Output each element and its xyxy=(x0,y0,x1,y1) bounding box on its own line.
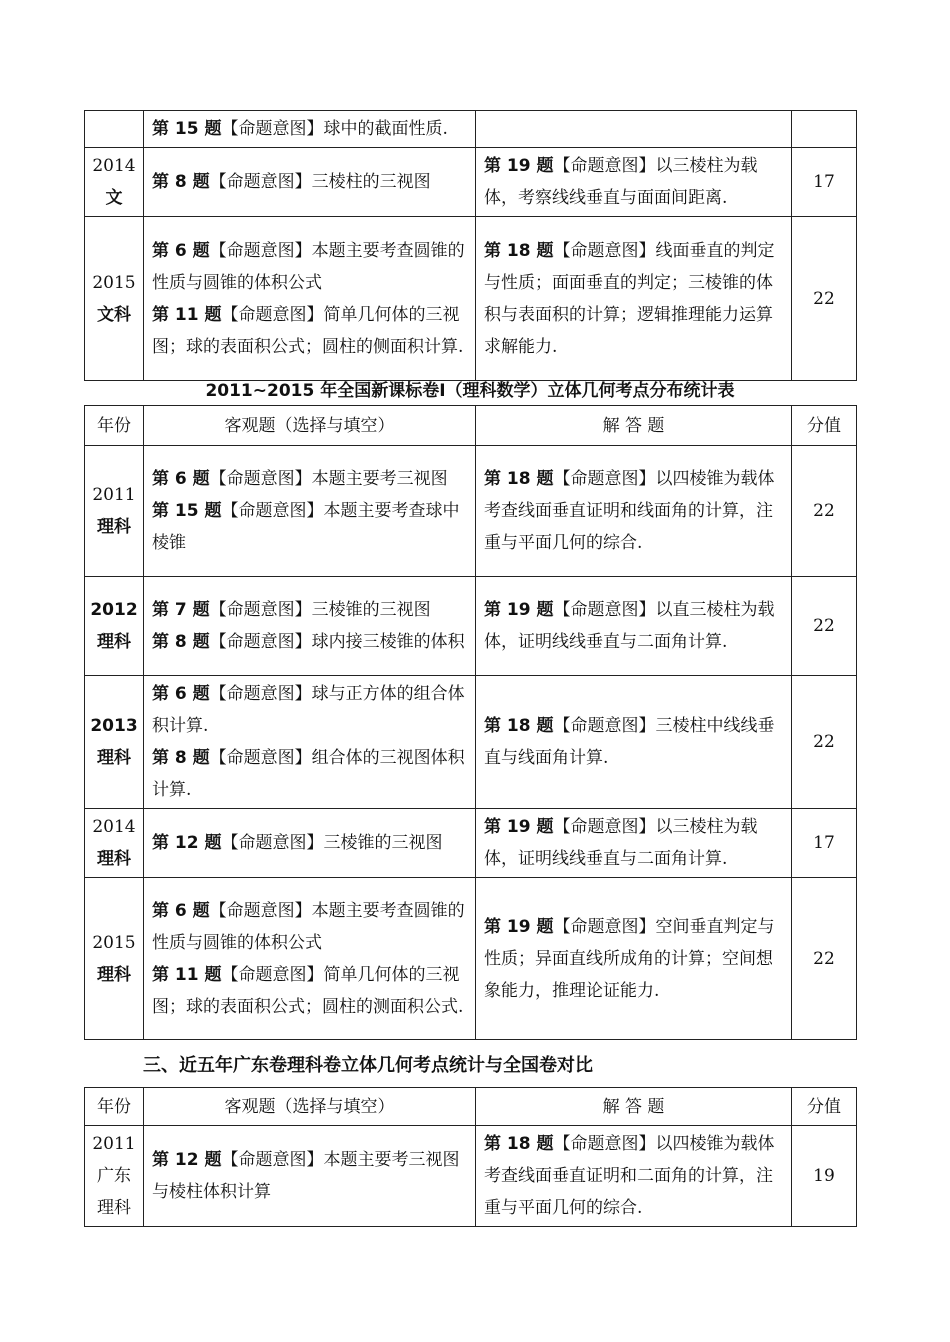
answer-cell: 第 18 题【命题意图】以四棱锥为载体考查线面垂直证明和二面角的计算，注重与平面几何的综合. xyxy=(476,1126,792,1227)
header-answer: 解 答 题 xyxy=(476,406,792,446)
score-cell: 19 xyxy=(792,1126,857,1227)
table-row xyxy=(85,676,857,809)
answer-cell: 第 18 题【命题意图】线面垂直的判定与性质；面面垂直的判定；三棱锥的体积与表面积的计算；逻辑推理能力运算求解能力. xyxy=(476,217,792,381)
table-title: 2011~2015 年全国新课标卷Ⅰ（理科数学）立体几何考点分布统计表 xyxy=(205,381,735,401)
header-row xyxy=(85,1088,857,1126)
objective-cell: 第 6 题【命题意图】球与正方体的组合体积计算. 第 8 题【命题意图】组合体的三视图体积计算. xyxy=(144,676,476,809)
answer-cell: 第 18 题【命题意图】三棱柱中线线垂直与线面角计算. xyxy=(476,676,792,809)
table-row xyxy=(85,878,857,1040)
score-cell: 17 xyxy=(792,148,857,217)
score-cell: 22 xyxy=(792,577,857,676)
objective-cell: 第 12 题【命题意图】本题主要考三视图与棱柱体积计算 xyxy=(144,1126,476,1227)
score-cell: 22 xyxy=(792,676,857,809)
header-year: 年份 xyxy=(85,1088,144,1126)
header-row xyxy=(85,406,857,446)
answer-cell: 第 19 题【命题意图】空间垂直判定与性质；异面直线所成角的计算；空间想象能力，推理论证能力. xyxy=(476,878,792,1040)
table-row xyxy=(85,577,857,676)
header-answer: 解 答 题 xyxy=(476,1088,792,1126)
score-cell: 22 xyxy=(792,446,857,577)
answer-cell: 第 19 题【命题意图】以三棱柱为载体，考察线线垂直与面面间距离. xyxy=(476,148,792,217)
header-objective: 客观题（选择与填空） xyxy=(144,406,476,446)
score-cell: 22 xyxy=(792,878,857,1040)
score-cell: 17 xyxy=(792,809,857,878)
answer-cell: 第 19 题【命题意图】以三棱柱为载体，证明线线垂直与二面角计算. xyxy=(476,809,792,878)
header-objective: 客观题（选择与填空） xyxy=(144,1088,476,1126)
objective-cell: 第 12 题【命题意图】三棱锥的三视图 xyxy=(144,809,476,878)
table-guangdong xyxy=(84,1087,857,1227)
table-wenke-continued xyxy=(84,110,857,381)
year-cell xyxy=(85,111,144,148)
score-cell: 22 xyxy=(792,217,857,381)
table-row xyxy=(85,217,857,381)
year-cell: 2014 理科 xyxy=(85,809,144,878)
year-cell: 2015 文科 xyxy=(85,217,144,381)
year-cell: 2015 理科 xyxy=(85,878,144,1040)
table-row xyxy=(85,809,857,878)
year-cell: 2011 理科 xyxy=(85,446,144,577)
score-cell xyxy=(792,111,857,148)
header-score: 分值 xyxy=(792,1088,857,1126)
year-cell: 2014 文 xyxy=(85,148,144,217)
year-cell: 2012 理科 xyxy=(85,577,144,676)
section-heading: 三、近五年广东卷理科卷立体几何考点统计与全国卷对比 xyxy=(143,1055,593,1076)
table-row xyxy=(85,111,857,148)
header-year: 年份 xyxy=(85,406,144,446)
objective-cell: 第 7 题【命题意图】三棱锥的三视图 第 8 题【命题意图】球内接三棱锥的体积 xyxy=(144,577,476,676)
year-cell: 2013 理科 xyxy=(85,676,144,809)
table-like-national xyxy=(84,405,857,1040)
objective-cell: 第 6 题【命题意图】本题主要考查圆锥的性质与圆锥的体积公式 第 11 题【命题意图】简单几何体的三视图；球的表面积公式；圆柱的侧面积计算. xyxy=(144,217,476,381)
objective-cell: 第 8 题【命题意图】三棱柱的三视图 xyxy=(144,148,476,217)
objective-cell: 第 6 题【命题意图】本题主要考三视图 第 15 题【命题意图】本题主要考查球中棱锥 xyxy=(144,446,476,577)
objective-cell: 第 15 题【命题意图】球中的截面性质. xyxy=(144,111,476,148)
objective-cell: 第 6 题【命题意图】本题主要考查圆锥的性质与圆锥的体积公式 第 11 题【命题意图】简单几何体的三视图；球的表面积公式；圆柱的测面积公式. xyxy=(144,878,476,1040)
table-row xyxy=(85,446,857,577)
header-score: 分值 xyxy=(792,406,857,446)
answer-cell: 第 19 题【命题意图】以直三棱柱为载体，证明线线垂直与二面角计算. xyxy=(476,577,792,676)
answer-cell: 第 18 题【命题意图】以四棱锥为载体考查线面垂直证明和线面角的计算，注重与平面几何的综合. xyxy=(476,446,792,577)
table-row xyxy=(85,1126,857,1227)
year-cell: 2011 广东理科 xyxy=(85,1126,144,1227)
table-row xyxy=(85,148,857,217)
answer-cell xyxy=(476,111,792,148)
